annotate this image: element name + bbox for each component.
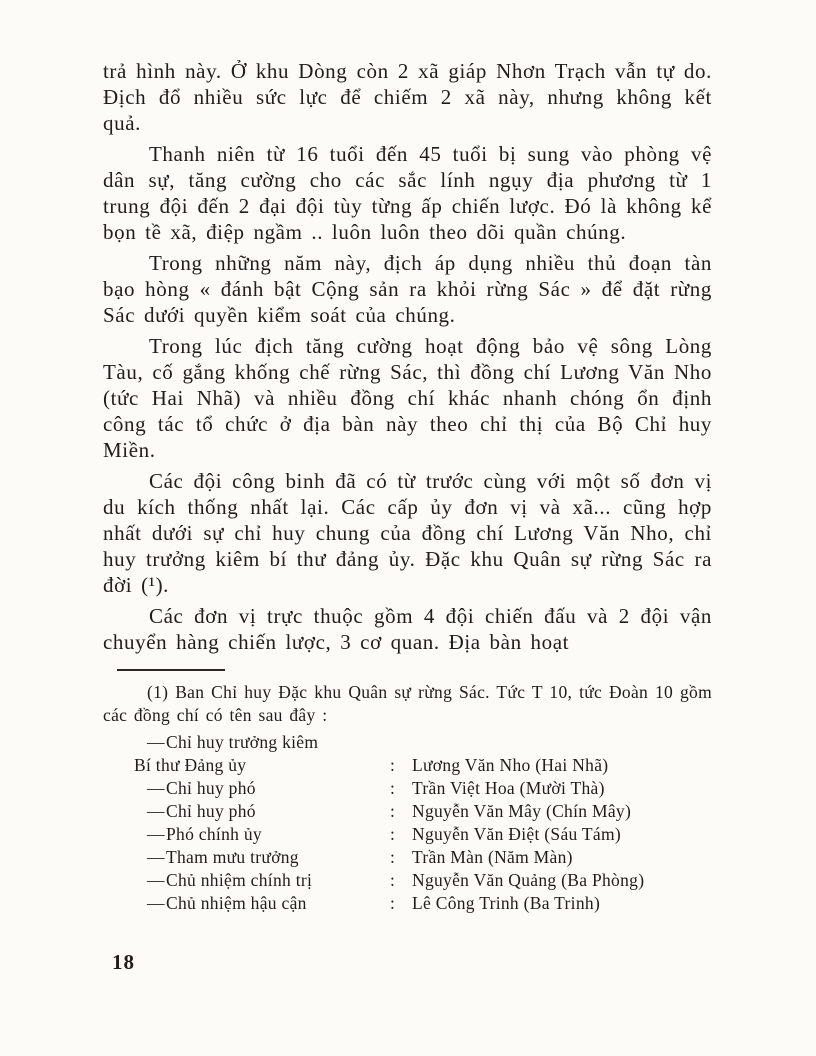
footnote (103, 681, 712, 915)
footnote-entry-label: Tham mưu trưởng (166, 847, 299, 867)
footnote-entry-label: Chỉ huy trưởng kiêm (166, 732, 319, 752)
footnote-entry-dash: — (147, 893, 165, 913)
footnote-entry-label: Bí thư Đảng ủy (134, 755, 247, 775)
footnote-entry-name: Trần Màn (Năm Màn) (412, 847, 573, 867)
footnote-entry-name: Lương Văn Nho (Hai Nhã) (412, 755, 609, 775)
footnote-entry (103, 800, 712, 823)
footnote-entry-label: Phó chính ủy (166, 824, 262, 844)
footnote-entry-colon: : (390, 778, 396, 798)
paragraph: Thanh niên từ 16 tuổi đến 45 tuổi bị sung vào phòng vệ dân sự, tăng cường cho các sắc lính ngụy địa phương từ 1 trung đội đến 2 đại đội tùy từng ấp chiến lược. Đó là không kể bọn tề xã, điệp ngầm .. luôn luôn theo dõi quần chúng. (103, 142, 712, 244)
footnote-entry-label: Chỉ huy phó (166, 778, 256, 798)
footnote-entry-name: Nguyễn Văn Điệt (Sáu Tám) (412, 824, 622, 844)
footnote-entry-dash: — (147, 847, 165, 867)
footnote-entry-label: Chủ nhiệm chính trị (166, 870, 313, 890)
footnote-entry (103, 777, 712, 800)
footnote-entry-colon: : (390, 801, 396, 821)
paragraph: Trong những năm này, địch áp dụng nhiều thủ đoạn tàn bạo hòng « đánh bật Cộng sản ra khỏi rừng Sác » để đặt rừng Sác dưới quyền kiểm soát của chúng. (103, 251, 712, 327)
footnote-entry-colon (390, 731, 412, 754)
footnote-entry-name: Nguyễn Văn Quảng (Ba Phòng) (412, 870, 645, 890)
footnote-entry-dash: — (147, 870, 165, 890)
paragraph: Trong lúc địch tăng cường hoạt động bảo vệ sông Lòng Tàu, cố gắng khống chế rừng Sác, thì đồng chí Lương Văn Nho (tức Hai Nhã) và nhiều đồng chí khác nhanh chóng ổn định công tác tổ chức ở địa bàn này theo chỉ thị của Bộ Chỉ huy Miền. (103, 334, 712, 462)
footnote-entry-name: Lê Công Trinh (Ba Trinh) (412, 893, 601, 913)
footnote-entry-name: Trần Việt Hoa (Mười Thà) (412, 778, 605, 798)
footnote-entry (103, 823, 712, 846)
footnote-entry (103, 846, 712, 869)
footnote-entry-name: Nguyễn Văn Mây (Chín Mây) (412, 801, 632, 821)
footnote-entry-colon: : (390, 893, 396, 913)
footnote-entry-label: Chủ nhiệm hậu cận (166, 893, 307, 913)
footnote-entry-dash: — (147, 824, 165, 844)
footnote-entry-dash: — (147, 778, 165, 798)
paragraph: trả hình này. Ở khu Dòng còn 2 xã giáp Nhơn Trạch vẫn tự do. Địch đổ nhiều sức lực để chiếm 2 xã này, nhưng không kết quả. (103, 59, 712, 135)
footnote-entry-colon: : (390, 824, 396, 844)
footnote-entry-dash: — (147, 801, 165, 821)
footnote-entry (103, 869, 712, 892)
main-text (103, 58, 712, 655)
footnote-entry-dash: — (147, 732, 165, 752)
footnote-entry (103, 731, 712, 754)
paragraph: Các đội công binh đã có từ trước cùng với một số đơn vị du kích thống nhất lại. Các cấp ủy đơn vị và xã... cũng hợp nhất dưới sự chỉ huy chung của đồng chí Lương Văn Nho, chỉ huy trưởng kiêm bí thư đảng ủy. Đặc khu Quân sự rừng Sác ra đời (¹). (103, 469, 712, 597)
footnote-separator-rule (117, 669, 225, 671)
footnote-entry-colon: : (390, 870, 396, 890)
footnote-entry-colon: : (390, 755, 396, 775)
footnote-entry-name (412, 731, 712, 754)
footnote-intro: (1) Ban Chỉ huy Đặc khu Quân sự rừng Sác. Tức T 10, tức Đoàn 10 gồm các đồng chí có tên sau đây : (103, 682, 712, 725)
footnote-entry-colon: : (390, 847, 396, 867)
paragraph: Các đơn vị trực thuộc gồm 4 đội chiến đấu và 2 đội vận chuyển hàng chiến lược, 3 cơ quan. Địa bàn hoạt (103, 604, 712, 654)
footnote-entry-label: Chỉ huy phó (166, 801, 256, 821)
page-number: 18 (112, 950, 135, 974)
footnote-entry (103, 892, 712, 915)
footnote-entry (103, 754, 712, 777)
